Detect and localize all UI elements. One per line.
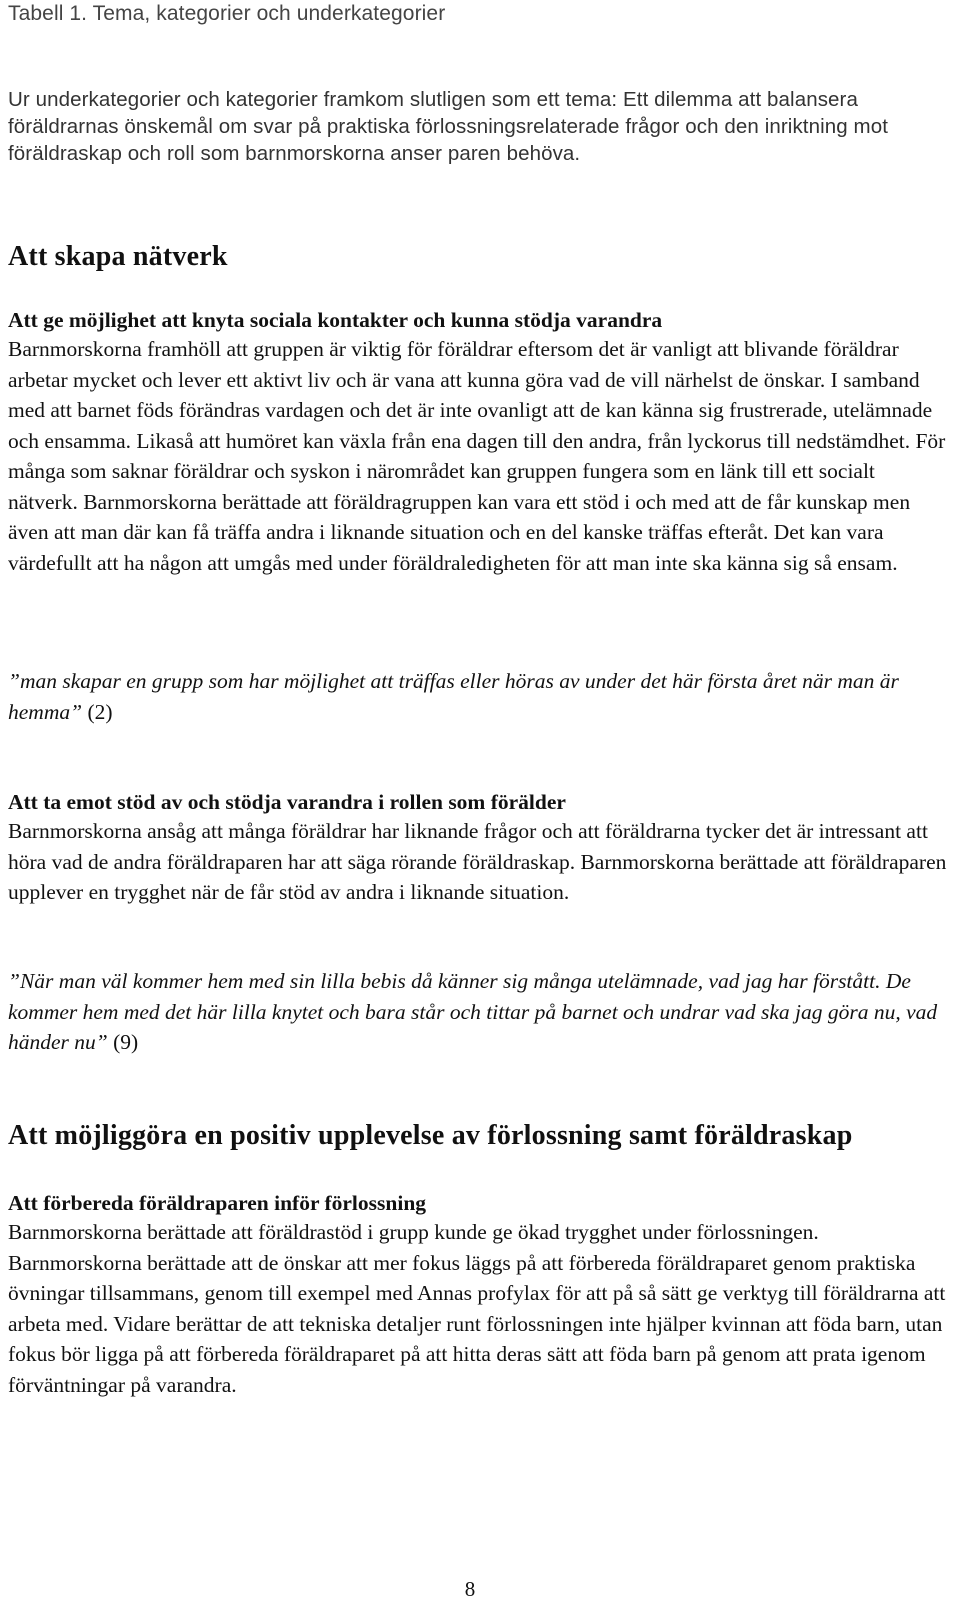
section-heading-networks: Att skapa nätverk xyxy=(8,241,228,272)
quote-block xyxy=(8,666,950,727)
quote-text: ”man skapar en grupp som har möjlighet att träffas eller höras av under det här första året när man är hemma” xyxy=(8,669,899,724)
quote-reference: (2) xyxy=(87,699,113,724)
quote-block xyxy=(8,966,950,1058)
subsection-support-role xyxy=(8,788,950,908)
subsection-social-contacts xyxy=(8,306,950,578)
subsection-prepare-birth xyxy=(8,1189,950,1400)
quote-text: ”När man väl kommer hem med sin lilla bebis då känner sig många utelämnade, vad jag har förstått. De kommer hem med det här lilla knytet och bara står och tittar på barnet och undrar vad ska jag göra nu, vad händer nu” xyxy=(8,969,938,1054)
section-heading-positive-experience: Att möjliggöra en positiv upplevelse av förlossning samt föräldraskap xyxy=(8,1120,853,1151)
subsection-body: Barnmorskorna framhöll att gruppen är viktig för föräldrar eftersom det är vanligt att blivande föräldrar arbetar mycket och lever ett aktivt liv och är vana att kunna göra vad de vill närhelst de önskar. I samband med att barnet föds förändras vardagen och det är inte ovanligt att de kan känna sig frustrerade, utelämnade och ensamma. Likaså att humöret kan växla från ena dagen till den andra, från lyckorus till nedstämdhet. För många som saknar föräldrar och syskon i närområdet kan gruppen fungera som en länk till ett socialt nätverk. Barnmorskorna berättade att föräldragruppen kan vara ett stöd i och med att de får kunskap men även att man där kan få träffa andra i liknande situation och en del kanske träffas efteråt. Det kan vara värdefullt att ha någon att umgås med under föräldraledigheten för att man inte ska känna sig så ensam. xyxy=(8,337,946,575)
subsection-heading: Att ge möjlighet att knyta sociala kontakter och kunna stödja varandra xyxy=(8,308,663,332)
subsection-body: Barnmorskorna ansåg att många föräldrar har liknande frågor och att föräldrarna tycker det är intressant att höra vad de andra föräldraparen har att säga rörande föräldraskap. Barnmorskorna berättade att föräldraparen upplever en trygghet när de får stöd av andra i liknande situation. xyxy=(8,819,947,904)
intro-paragraph: Ur underkategorier och kategorier framkom slutligen som ett tema: Ett dilemma att balansera föräldrarnas önskemål om svar på praktiska förlossningsrelaterade frågor och den inriktning mot föräldraskap och roll som barnmorskorna anser paren behöva. xyxy=(8,88,889,165)
subsection-heading: Att förbereda föräldraparen inför förlossning xyxy=(8,1191,427,1215)
subsection-body: Barnmorskorna berättade att föräldrastöd i grupp kunde ge ökad trygghet under förlossningen. Barnmorskorna berättade att de önskar att mer fokus läggs på att förbereda föräldraparet genom praktiska övningar tillsammans, genom till exempel med Annas profylax för att på så sätt ge verktyg till föräldrarna att arbeta med. Vidare berättar de att tekniska detaljer runt förlossningen inte hjälper kvinnan att föda barn, utan fokus bör ligga på att förbereda föräldraparet på att hitta deras sätt att föda barn på genom att prata igenom förväntningar på varandra. xyxy=(8,1220,946,1397)
table-caption: Tabell 1. Tema, kategorier och underkategorier xyxy=(8,2,446,25)
quote-reference: (9) xyxy=(113,1030,139,1054)
page-number: 8 xyxy=(464,1577,476,1601)
subsection-heading: Att ta emot stöd av och stödja varandra i rollen som förälder xyxy=(8,790,566,814)
